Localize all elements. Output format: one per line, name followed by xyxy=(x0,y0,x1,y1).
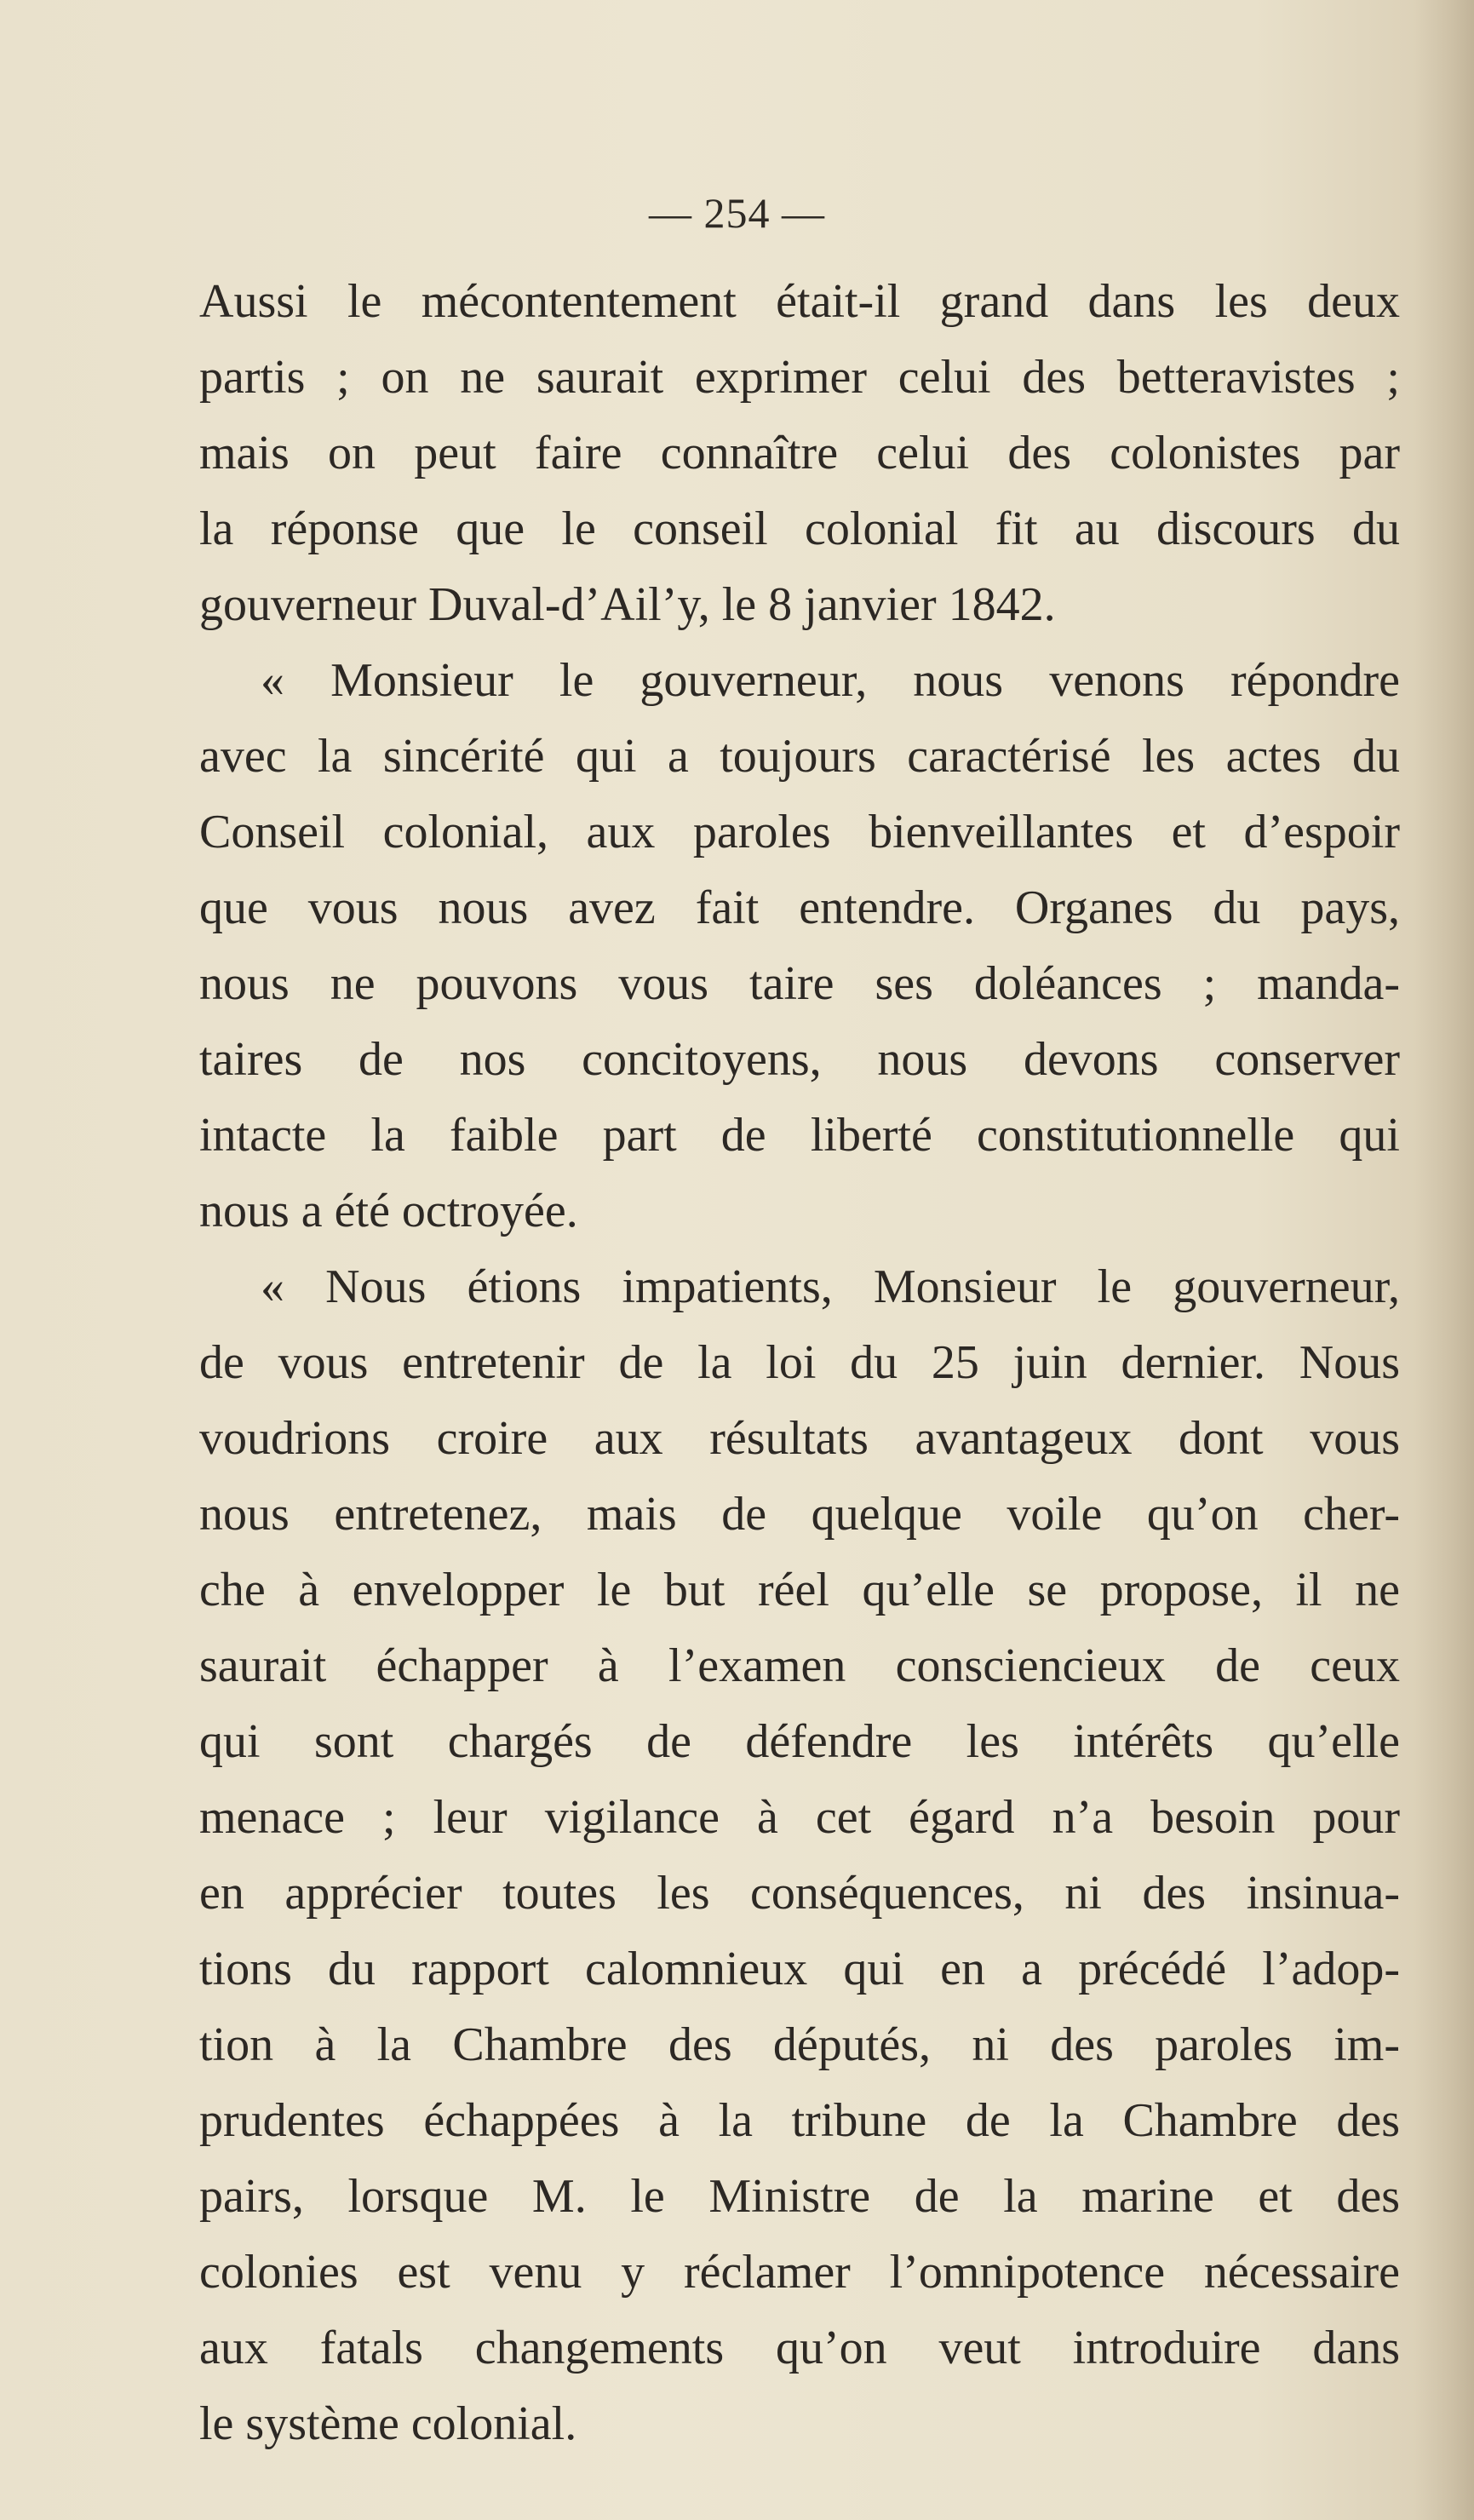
text-line: qui sont chargés de défendre les intérêts qu’elle xyxy=(199,1715,1400,1768)
text-line: prudentes échappées à la tribune de la Chambre des xyxy=(199,2094,1400,2147)
text-line: le système colonial. xyxy=(199,2397,577,2450)
text-line: gouverneur Duval-d’Ail’y, le 8 janvier 1842. xyxy=(199,578,1056,631)
text-line: que vous nous avez fait entendre. Organes du pays, xyxy=(199,881,1400,934)
text-line: Conseil colonial, aux paroles bienveillantes et d’espoir xyxy=(199,806,1400,858)
text-line: Aussi le mécontentement était-il grand dans les deux xyxy=(199,275,1400,328)
text-line: voudrions croire aux résultats avantageux dont vous xyxy=(199,1412,1400,1465)
text-line: intacte la faible part de liberté constitutionnelle qui xyxy=(199,1109,1400,1162)
text-line: tion à la Chambre des députés, ni des paroles im- xyxy=(199,2018,1400,2071)
text-line: la réponse que le conseil colonial fit au discours du xyxy=(199,502,1400,555)
page-number: — 254 — xyxy=(649,189,825,237)
text-line: partis ; on ne saurait exprimer celui des betteravistes ; xyxy=(199,351,1400,404)
text-line: nous ne pouvons vous taire ses doléances ; manda- xyxy=(199,957,1400,1010)
text-line: menace ; leur vigilance à cet égard n’a besoin pour xyxy=(199,1791,1400,1844)
text-line: « Nous étions impatients, Monsieur le gouverneur, xyxy=(261,1260,1400,1313)
text-line: nous a été octroyée. xyxy=(199,1185,578,1237)
text-line: che à envelopper le but réel qu’elle se propose, il ne xyxy=(199,1564,1400,1616)
text-line: aux fatals changements qu’on veut introduire dans xyxy=(199,2322,1400,2374)
text-line: avec la sincérité qui a toujours caractérisé les actes du xyxy=(199,730,1400,783)
text-line: colonies est venu y réclamer l’omnipotence nécessaire xyxy=(199,2246,1400,2299)
text-line: mais on peut faire connaître celui des colonistes par xyxy=(199,427,1400,479)
text-line: pairs, lorsque M. le Ministre de la marine et des xyxy=(199,2170,1400,2223)
text-line: saurait échapper à l’examen consciencieux de ceux xyxy=(199,1639,1400,1692)
text-line: tions du rapport calomnieux qui en a précédé l’adop- xyxy=(199,1943,1400,1995)
text-line: de vous entretenir de la loi du 25 juin dernier. Nous xyxy=(199,1336,1400,1389)
text-line: nous entretenez, mais de quelque voile qu’on cher- xyxy=(199,1488,1400,1541)
text-line: taires de nos concitoyens, nous devons conserver xyxy=(199,1033,1400,1086)
text-line: en apprécier toutes les conséquences, ni des insinua- xyxy=(199,1867,1400,1920)
text-line: « Monsieur le gouverneur, nous venons répondre xyxy=(261,654,1400,707)
page-edge-shadow xyxy=(1414,0,1474,2520)
body-text xyxy=(199,264,1400,2462)
